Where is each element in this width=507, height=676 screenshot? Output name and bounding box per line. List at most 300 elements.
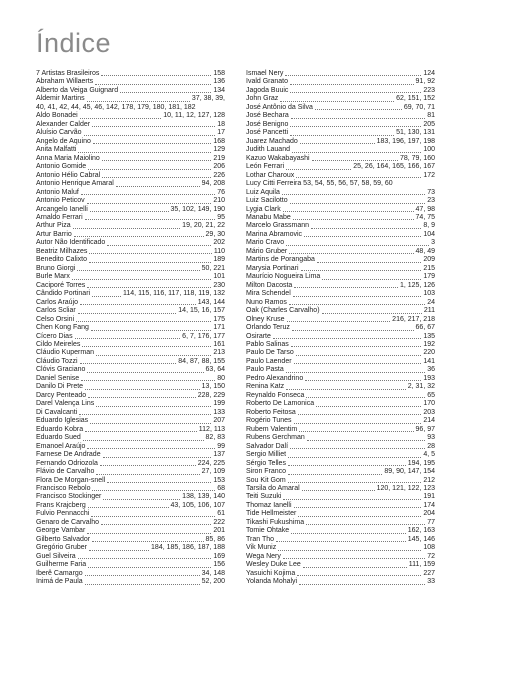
dot-leader <box>273 338 421 339</box>
dot-leader <box>282 194 425 195</box>
artist-name: Beatriz Milhazes <box>36 247 88 255</box>
page-numbers: 230 <box>213 281 225 289</box>
artist-name: Farnese De Andrade <box>36 451 101 459</box>
artist-name: Rubem Valentim <box>246 425 298 433</box>
page-numbers: 23 <box>427 197 435 205</box>
artist-name: Genaro de Carvalho <box>36 518 100 526</box>
page-numbers: 78, 79, 160 <box>399 154 435 162</box>
page-numbers: 203 <box>423 408 435 416</box>
page-numbers: 212 <box>423 476 435 484</box>
page-numbers: 101 <box>213 273 225 281</box>
artist-name: Ismael Nery <box>246 70 284 77</box>
dot-leader <box>291 118 425 119</box>
page-numbers: 138, 139, 140 <box>182 493 225 501</box>
dot-leader <box>92 126 215 127</box>
index-entry <box>36 104 225 112</box>
dot-leader <box>283 499 421 500</box>
index-entry <box>36 239 225 247</box>
dot-leader <box>276 541 406 542</box>
page-numbers: 10, 11, 12, 127, 128 <box>163 112 225 120</box>
index-entry <box>36 400 225 408</box>
artist-name: Carlos Scliar <box>36 307 76 315</box>
dot-leader <box>100 465 196 466</box>
index-entry <box>246 417 435 425</box>
index-entry <box>246 341 435 349</box>
index-entry <box>246 163 435 171</box>
page-numbers: 205 <box>423 120 435 128</box>
dot-leader <box>87 372 203 373</box>
artist-name: Rubens Gerchman <box>246 434 305 442</box>
artist-name: Renina Katz <box>246 383 285 391</box>
index-entry <box>246 316 435 324</box>
index-entry <box>246 477 435 485</box>
artist-name: Paulo Pasta <box>246 366 284 374</box>
index-entry <box>36 78 225 86</box>
dot-leader <box>299 584 425 585</box>
page-numbers: 25, 26, 164, 165, 166, 167 <box>353 163 435 171</box>
page-numbers: 137 <box>213 451 225 459</box>
page-numbers: 76 <box>217 188 225 196</box>
artist-name: Aluísio Carvão <box>36 129 82 137</box>
artist-name: Lucy Citti Ferreira 53, 54, 55, 56, 57, 58, 59, 60 <box>246 180 393 188</box>
page-numbers: 226 <box>213 171 225 179</box>
page-numbers: 37, 38, 39, <box>191 95 225 103</box>
index-entry <box>246 578 435 586</box>
index-entry <box>246 239 435 247</box>
index-entry <box>36 426 225 434</box>
artist-name: Kazuo Wakabayashi <box>246 154 310 162</box>
artist-name: José Bechara <box>246 112 289 120</box>
dot-leader <box>300 143 375 144</box>
dot-leader <box>89 253 211 254</box>
page-numbers: 213 <box>213 349 225 357</box>
index-entry <box>36 392 225 400</box>
artist-name: Anna Maria Maiolino <box>36 154 100 162</box>
artist-name: José Benigno <box>246 120 289 128</box>
index-entry <box>246 307 435 315</box>
artist-name: Eduardo Iglesias <box>36 417 89 425</box>
dot-leader <box>322 313 422 314</box>
page-numbers: 34, 148 <box>201 569 225 577</box>
index-entry <box>246 383 435 391</box>
dot-leader <box>289 304 425 305</box>
page-numbers: 1, 125, 126 <box>399 281 435 289</box>
index-column-left <box>36 70 225 587</box>
page-numbers: 74, 75 <box>415 213 435 221</box>
dot-leader <box>294 507 422 508</box>
artist-name: Guel Silveira <box>36 552 76 560</box>
index-entry <box>246 392 435 400</box>
dot-leader <box>84 135 216 136</box>
artist-name: Cláudio Tozzi <box>36 357 78 365</box>
dot-leader <box>74 236 204 237</box>
index-entry <box>36 349 225 357</box>
dot-leader <box>88 397 196 398</box>
page-numbers: 66, 67 <box>415 324 435 332</box>
artist-name: Osirarte <box>246 332 271 340</box>
index-entry <box>246 536 435 544</box>
dot-leader <box>296 355 422 356</box>
index-entry <box>36 366 225 374</box>
index-entry <box>36 290 225 298</box>
index-entry <box>36 477 225 485</box>
page-numbers: 8, 9 <box>423 222 435 230</box>
index-entry <box>246 553 435 561</box>
page-numbers: 211 <box>423 307 435 315</box>
dot-leader <box>93 143 211 144</box>
index-entry <box>36 561 225 569</box>
index-entry <box>36 163 225 171</box>
index-entry <box>246 570 435 578</box>
artist-name: Frans Krajcberg <box>36 501 86 509</box>
page-numbers: 50, 221 <box>201 264 225 272</box>
dot-leader <box>91 516 215 517</box>
dot-leader <box>89 550 149 551</box>
page-numbers: 219 <box>213 154 225 162</box>
index-entry <box>36 536 225 544</box>
dot-leader <box>85 389 200 390</box>
dot-leader <box>294 363 422 364</box>
page-numbers: 95 <box>217 213 225 221</box>
artist-name: Pablo Salinas <box>246 341 289 348</box>
index-entry <box>246 121 435 129</box>
index-entry <box>36 112 225 120</box>
page-numbers: 65 <box>427 391 435 399</box>
index-entry <box>36 206 225 214</box>
artist-name: Alexander Calder <box>36 120 91 128</box>
artist-name: Sou Kit Gom <box>246 476 286 484</box>
artist-name: Judith Lauand <box>246 146 290 154</box>
index-entry <box>36 485 225 493</box>
artist-name: Ivald Granato <box>246 78 289 86</box>
page-numbers: 80 <box>217 374 225 382</box>
dot-leader <box>280 101 394 102</box>
page-numbers: 199 <box>213 400 225 408</box>
artist-name: Lothar Charoux <box>246 171 295 179</box>
dot-leader <box>92 296 121 297</box>
dot-leader <box>312 160 398 161</box>
page-numbers: 141 <box>423 357 435 365</box>
index-entry <box>36 307 225 315</box>
artist-name: Siron Franco <box>246 468 287 476</box>
dot-leader <box>290 92 421 93</box>
page-numbers: 134 <box>213 86 225 94</box>
index-entry <box>36 451 225 459</box>
artist-name: Yolanda Mohalyi <box>246 578 298 586</box>
artist-name: Angelo de Aquino <box>36 137 91 145</box>
page-numbers: 136 <box>213 78 225 86</box>
dot-leader <box>92 541 203 542</box>
dot-leader <box>292 330 414 331</box>
artist-name: Francisco Stockinger <box>36 493 102 501</box>
artist-name: Antonio Hélio Cabral <box>36 171 101 179</box>
page-numbers: 3 <box>431 239 435 247</box>
index-entry <box>246 248 435 256</box>
artist-name: Arnaldo Ferrari <box>36 213 83 221</box>
artist-name: Bruno Giorgi <box>36 264 76 272</box>
artist-name: Eduardo Kobra <box>36 425 84 433</box>
artist-name: Chen Kong Fang <box>36 324 89 332</box>
artist-name: Oak (Charles Carvalho) <box>246 307 320 315</box>
page-numbers: 103 <box>423 290 435 298</box>
artist-name: José Antônio da Silva <box>246 103 313 111</box>
page-numbers: 207 <box>213 417 225 425</box>
dot-leader <box>299 431 413 432</box>
artist-name: Alberto da Veiga Guignard <box>36 86 119 94</box>
index-entry <box>246 104 435 112</box>
artist-name: Abraham Willaerts <box>36 78 94 86</box>
index-entry <box>36 265 225 273</box>
dot-leader <box>291 533 406 534</box>
page-numbers: 170 <box>423 400 435 408</box>
page-numbers: 47, 98 <box>415 205 435 213</box>
dot-leader <box>87 203 212 204</box>
index-entry <box>36 248 225 256</box>
artist-name: George Vambar <box>36 527 86 535</box>
artist-name: Luiz Aquila <box>246 188 280 196</box>
dot-leader <box>317 262 421 263</box>
page-numbers: 14, 15, 16, 157 <box>178 307 225 315</box>
artist-name: Danilo Di Prete <box>36 383 84 391</box>
artist-name: Orlando Teruz <box>246 324 290 332</box>
artist-name: Darel Valença Lins <box>36 400 95 408</box>
dot-leader <box>103 457 212 458</box>
index-entry <box>36 129 225 137</box>
page-numbers: 158 <box>213 70 225 77</box>
index-entry <box>36 231 225 239</box>
index-entry <box>246 324 435 332</box>
index-entry <box>36 138 225 146</box>
page-numbers: 85, 86 <box>205 535 225 543</box>
page-numbers: 68 <box>217 484 225 492</box>
dot-leader <box>306 397 425 398</box>
artist-name: Salvador Dalí <box>246 442 289 450</box>
dot-leader <box>88 507 169 508</box>
artist-name: Marina Abramovic <box>246 230 303 238</box>
index-entry <box>246 129 435 137</box>
page-numbers: 209 <box>423 256 435 264</box>
dot-leader <box>80 304 196 305</box>
index-entry <box>246 519 435 527</box>
index-entry <box>36 417 225 425</box>
index-entry <box>246 172 435 180</box>
artist-name: Cláudio Kuperman <box>36 349 94 357</box>
artist-name: José Pancetti <box>246 129 289 137</box>
dot-leader <box>96 474 199 475</box>
page-numbers: 29, 30 <box>205 230 225 238</box>
index-entry <box>36 502 225 510</box>
page-numbers: 111, 159 <box>408 561 435 569</box>
dot-leader <box>78 313 177 314</box>
dot-leader <box>290 135 394 136</box>
page-numbers: 18 <box>217 120 225 128</box>
index-entry <box>36 341 225 349</box>
dot-leader <box>286 389 406 390</box>
dot-leader <box>101 524 211 525</box>
dot-leader <box>303 567 407 568</box>
page-numbers: 6, 7, 176, 177 <box>182 332 225 340</box>
artist-name: Tomie Ohtake <box>246 527 290 535</box>
dot-leader <box>96 355 211 356</box>
dot-leader <box>87 533 211 534</box>
index-entry <box>246 265 435 273</box>
dot-leader <box>294 423 422 424</box>
dot-leader <box>87 448 215 449</box>
dot-leader <box>292 152 421 153</box>
index-entry <box>246 460 435 468</box>
artist-name: John Graz <box>246 95 279 103</box>
dot-leader <box>102 177 211 178</box>
dot-leader <box>95 84 211 85</box>
artist-name: Roberto Feitosa <box>246 408 296 416</box>
dot-leader <box>288 474 382 475</box>
artist-name: Cândido Portinari <box>36 290 91 298</box>
index-entry <box>246 206 435 214</box>
index-entry <box>36 121 225 129</box>
page-numbers: 153 <box>213 476 225 484</box>
index-entry <box>246 451 435 459</box>
dot-leader <box>87 287 211 288</box>
artist-name: Guilherme Faria <box>36 561 87 569</box>
dot-leader <box>288 482 422 483</box>
page-numbers: 69, 70, 71 <box>403 103 435 111</box>
index-entry <box>246 485 435 493</box>
artist-name: Antonio Peticov <box>36 197 85 205</box>
page-numbers: 135 <box>423 332 435 340</box>
dot-leader <box>291 346 422 347</box>
index-entry <box>246 112 435 120</box>
artist-name: Autor Não Identificado <box>36 239 106 247</box>
artist-name: Aldo Bonadei <box>36 112 78 120</box>
page-numbers: 206 <box>213 163 225 171</box>
page-numbers: 33 <box>427 578 435 586</box>
artist-name: 7 Artistas Brasileiros <box>36 70 100 77</box>
index-entry <box>36 493 225 501</box>
page-numbers: 172 <box>423 171 435 179</box>
page-numbers: 51, 130, 131 <box>396 129 435 137</box>
artist-name: Antonio Gomide <box>36 163 87 171</box>
dot-leader <box>290 126 421 127</box>
page-numbers: 28 <box>427 442 435 450</box>
page-numbers: 35, 102, 149, 190 <box>170 205 225 213</box>
artist-name: Eduardo Sued <box>36 434 81 442</box>
page-numbers: 143, 144 <box>197 298 225 306</box>
index-entry <box>36 383 225 391</box>
page-title: Índice <box>36 28 112 58</box>
dot-leader <box>298 516 421 517</box>
page-numbers: 171 <box>213 324 225 332</box>
dot-leader <box>296 177 421 178</box>
dot-leader <box>288 465 406 466</box>
page-numbers: 133 <box>213 408 225 416</box>
index-entry <box>246 273 435 281</box>
dot-leader <box>283 558 425 559</box>
page-numbers: 104 <box>423 230 435 238</box>
index-entry <box>246 155 435 163</box>
index-entry <box>36 189 225 197</box>
index-entry <box>36 95 225 103</box>
index-entry <box>246 468 435 476</box>
dot-leader <box>307 440 425 441</box>
page-numbers: 4, 5 <box>423 451 435 459</box>
index-entry <box>36 299 225 307</box>
artist-name: Cildo Meireles <box>36 341 81 348</box>
dot-leader <box>297 575 421 576</box>
artist-name: Inimá de Paula <box>36 578 83 586</box>
index-entry <box>36 544 225 552</box>
dot-leader <box>85 584 200 585</box>
page-numbers: 124 <box>423 70 435 77</box>
page-numbers: 223 <box>423 86 435 94</box>
page-numbers: 52, 200 <box>201 578 225 586</box>
page-numbers: 202 <box>213 239 225 247</box>
index-entry <box>246 375 435 383</box>
dot-leader <box>286 245 429 246</box>
index-entry <box>246 290 435 298</box>
page-numbers: 17 <box>217 129 225 137</box>
dot-leader <box>304 236 421 237</box>
artist-name: Tran Tho <box>246 535 275 543</box>
artist-name: Burle Marx <box>36 273 70 281</box>
page-numbers: 204 <box>423 510 435 518</box>
index-entry <box>246 78 435 86</box>
index-column-right <box>246 70 435 587</box>
page-numbers: 24 <box>427 298 435 306</box>
dot-leader <box>81 194 215 195</box>
page-numbers: 169 <box>213 552 225 560</box>
dot-leader <box>85 431 197 432</box>
page-numbers: 129 <box>213 146 225 154</box>
artist-name: Darcy Penteado <box>36 391 87 399</box>
artist-name: Cícero Dias <box>36 332 73 340</box>
index-entry <box>246 180 435 188</box>
artist-name: Juarez Machado <box>246 137 298 145</box>
artist-name: Gilberto Salvador <box>36 535 91 543</box>
dot-leader <box>290 448 425 449</box>
page-numbers: 161 <box>213 341 225 348</box>
artist-name: Fulvio Pennacchi <box>36 510 90 518</box>
index-entry <box>36 146 225 154</box>
artist-name: Manabu Mabe <box>246 213 291 221</box>
page-numbers: 215 <box>423 264 435 272</box>
index-entry <box>36 409 225 417</box>
artist-name: Nuno Ramos <box>246 298 287 306</box>
dot-leader <box>286 372 425 373</box>
dot-leader <box>81 380 215 381</box>
artist-name: Yasuichi Kojima <box>246 569 296 577</box>
page-numbers: 228, 229 <box>197 391 225 399</box>
artist-name: Mario Cravo <box>246 239 285 247</box>
artist-name: Tide Hellmeister <box>246 510 297 518</box>
page-numbers: 72 <box>427 552 435 560</box>
artist-name: Vik Muniz <box>246 544 277 552</box>
index-entry <box>36 434 225 442</box>
dot-leader <box>101 75 211 76</box>
page-numbers: 110 <box>213 247 225 255</box>
index-entry <box>36 553 225 561</box>
page-numbers: 162, 163 <box>407 527 435 535</box>
page-numbers: 27, 109 <box>201 468 225 476</box>
index-entry <box>246 527 435 535</box>
dot-leader <box>92 490 215 491</box>
artist-name: Fernando Odriozola <box>36 459 98 467</box>
dot-leader <box>78 558 212 559</box>
dot-leader <box>87 101 190 102</box>
dot-leader <box>107 482 211 483</box>
artist-name: Mira Schendel <box>246 290 291 298</box>
page-numbers: 216, 217, 218 <box>392 315 435 323</box>
artist-name: Emanoel Araújo <box>36 442 86 450</box>
